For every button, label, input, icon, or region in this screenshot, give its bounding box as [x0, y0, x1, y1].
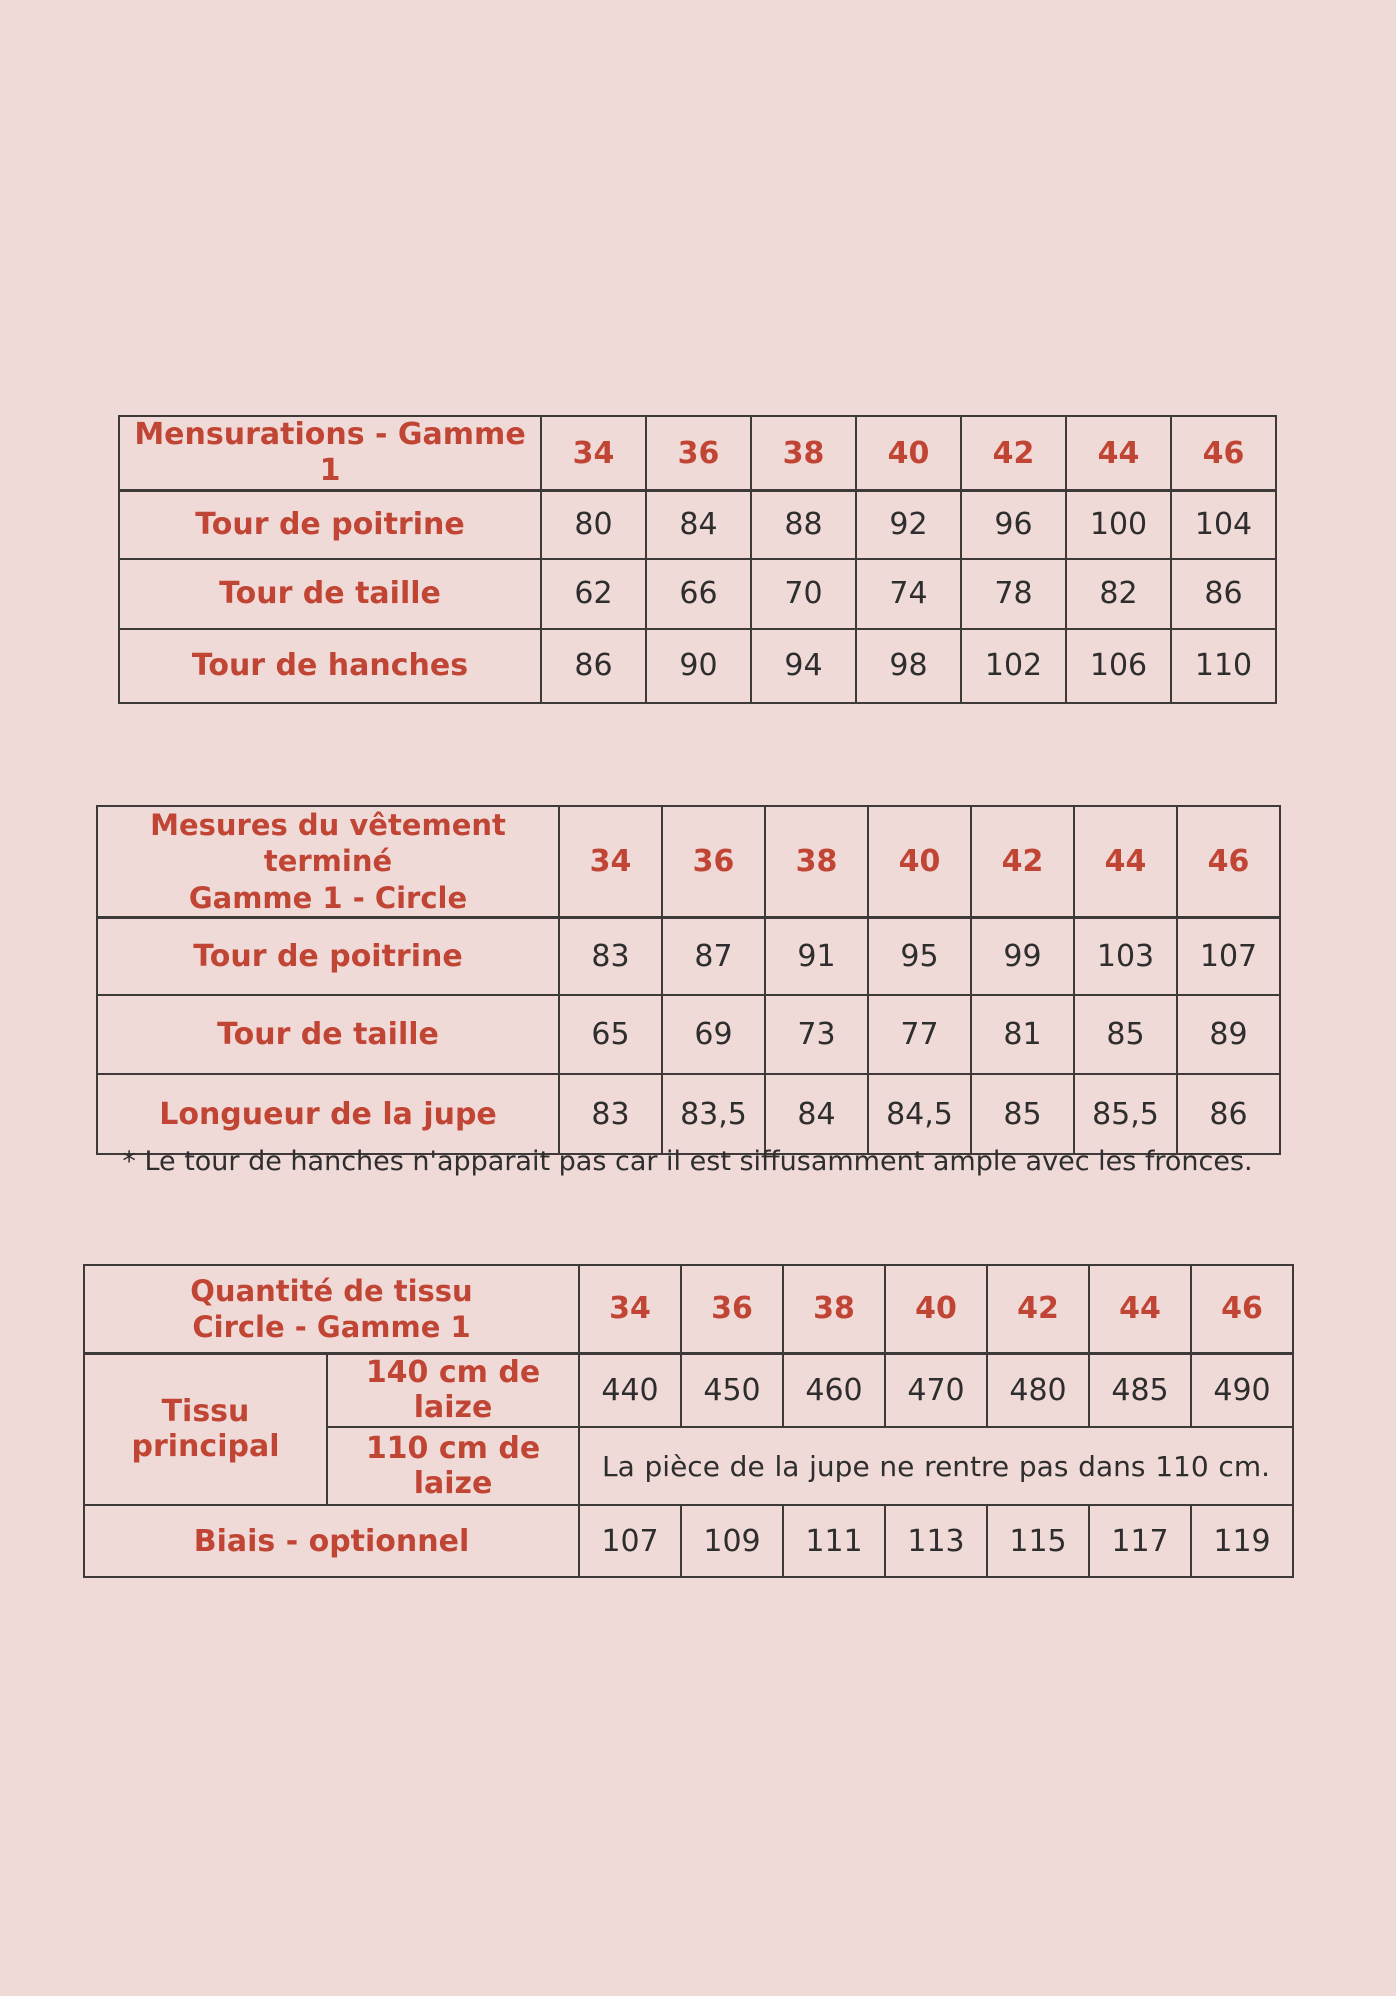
table-row: [97, 806, 1280, 917]
size-header: 42: [987, 1265, 1089, 1353]
size-header: 42: [971, 806, 1074, 917]
table-row: [84, 1265, 1293, 1353]
value-cell: 102: [961, 629, 1066, 703]
value-cell: 110: [1171, 629, 1276, 703]
size-header: 34: [541, 416, 646, 491]
table-row: [119, 559, 1276, 629]
size-header: 38: [783, 1265, 885, 1353]
value-cell: 87: [662, 917, 765, 995]
value-cell: 88: [751, 491, 856, 559]
value-cell: 85: [1074, 995, 1177, 1074]
value-cell: 65: [559, 995, 662, 1074]
value-cell: 69: [662, 995, 765, 1074]
value-cell: 86: [1177, 1074, 1280, 1154]
row-label: Tour de hanches: [119, 629, 541, 703]
value-cell: 109: [681, 1505, 783, 1577]
size-header: 40: [868, 806, 971, 917]
table3-title-line2: Circle - Gamme 1: [192, 1309, 471, 1344]
value-cell: 85,5: [1074, 1074, 1177, 1154]
size-header: 42: [961, 416, 1066, 491]
table-row: [97, 917, 1280, 995]
table3-title: [84, 1265, 579, 1353]
size-header: 38: [765, 806, 868, 917]
value-cell: 90: [646, 629, 751, 703]
value-cell: 490: [1191, 1353, 1293, 1427]
table-row: [97, 1074, 1280, 1154]
value-cell: 480: [987, 1353, 1089, 1427]
table-row: [84, 1353, 1293, 1427]
value-cell: 104: [1171, 491, 1276, 559]
size-header: 36: [662, 806, 765, 917]
value-cell: 103: [1074, 917, 1177, 995]
size-header: 36: [646, 416, 751, 491]
size-header: 40: [856, 416, 961, 491]
size-header: 34: [559, 806, 662, 917]
value-cell: 84: [646, 491, 751, 559]
value-cell: 99: [971, 917, 1074, 995]
body-measurements-table: [118, 415, 1277, 704]
size-header: 44: [1089, 1265, 1191, 1353]
value-cell: 84: [765, 1074, 868, 1154]
value-cell: 96: [961, 491, 1066, 559]
value-cell: 62: [541, 559, 646, 629]
table-row: [119, 416, 1276, 491]
group-label-main-fabric: Tissu principal: [84, 1353, 327, 1505]
table1-title: Mensurations - Gamme 1: [119, 416, 541, 491]
value-cell: 107: [579, 1505, 681, 1577]
value-cell: 80: [541, 491, 646, 559]
value-cell: 70: [751, 559, 856, 629]
size-header: 36: [681, 1265, 783, 1353]
value-cell: 98: [856, 629, 961, 703]
table-row: [97, 995, 1280, 1074]
row-label: Tour de poitrine: [97, 917, 559, 995]
value-cell: 485: [1089, 1353, 1191, 1427]
value-cell: 460: [783, 1353, 885, 1427]
size-header: 46: [1171, 416, 1276, 491]
value-cell: 470: [885, 1353, 987, 1427]
value-cell: 440: [579, 1353, 681, 1427]
row-label-bias: Biais - optionnel: [84, 1505, 579, 1577]
value-cell: 91: [765, 917, 868, 995]
value-cell: 95: [868, 917, 971, 995]
value-cell: 115: [987, 1505, 1089, 1577]
size-header: 34: [579, 1265, 681, 1353]
table3-title-line1: Quantité de tissu: [190, 1273, 473, 1308]
finished-garment-table: [96, 805, 1281, 1155]
size-header: 44: [1066, 416, 1171, 491]
value-cell: 86: [541, 629, 646, 703]
row-label-110cm: 110 cm de laize: [327, 1427, 579, 1505]
value-cell: 66: [646, 559, 751, 629]
value-cell: 100: [1066, 491, 1171, 559]
size-header: 46: [1191, 1265, 1293, 1353]
table2-title: [97, 806, 559, 917]
value-cell: 81: [971, 995, 1074, 1074]
value-cell: 77: [868, 995, 971, 1074]
row-label: Tour de taille: [119, 559, 541, 629]
hips-footnote: * Le tour de hanches n'apparait pas car il est siffusamment ample avec les fronces.: [122, 1146, 1253, 1177]
fabric-quantity-table: [83, 1264, 1294, 1578]
value-cell: 83: [559, 917, 662, 995]
value-cell: 74: [856, 559, 961, 629]
table-row: [119, 629, 1276, 703]
value-cell: 84,5: [868, 1074, 971, 1154]
value-cell: 111: [783, 1505, 885, 1577]
row-label: Longueur de la jupe: [97, 1074, 559, 1154]
value-cell: 107: [1177, 917, 1280, 995]
fabric-note-cell: La pièce de la jupe ne rentre pas dans 110 cm.: [579, 1427, 1293, 1505]
value-cell: 85: [971, 1074, 1074, 1154]
value-cell: 113: [885, 1505, 987, 1577]
value-cell: 83,5: [662, 1074, 765, 1154]
value-cell: 83: [559, 1074, 662, 1154]
table-row: [119, 491, 1276, 559]
value-cell: 73: [765, 995, 868, 1074]
size-header: 40: [885, 1265, 987, 1353]
value-cell: 450: [681, 1353, 783, 1427]
table2-title-line1: Mesures du vêtement terminé: [150, 808, 506, 879]
value-cell: 78: [961, 559, 1066, 629]
size-header: 38: [751, 416, 856, 491]
table-row: [84, 1505, 1293, 1577]
value-cell: 94: [751, 629, 856, 703]
row-label: Tour de poitrine: [119, 491, 541, 559]
row-label: Tour de taille: [97, 995, 559, 1074]
table2-title-line2: Gamme 1 - Circle: [188, 880, 468, 915]
size-header: 46: [1177, 806, 1280, 917]
value-cell: 86: [1171, 559, 1276, 629]
size-header: 44: [1074, 806, 1177, 917]
value-cell: 117: [1089, 1505, 1191, 1577]
value-cell: 106: [1066, 629, 1171, 703]
value-cell: 119: [1191, 1505, 1293, 1577]
row-label-140cm: 140 cm de laize: [327, 1353, 579, 1427]
value-cell: 82: [1066, 559, 1171, 629]
value-cell: 92: [856, 491, 961, 559]
value-cell: 89: [1177, 995, 1280, 1074]
